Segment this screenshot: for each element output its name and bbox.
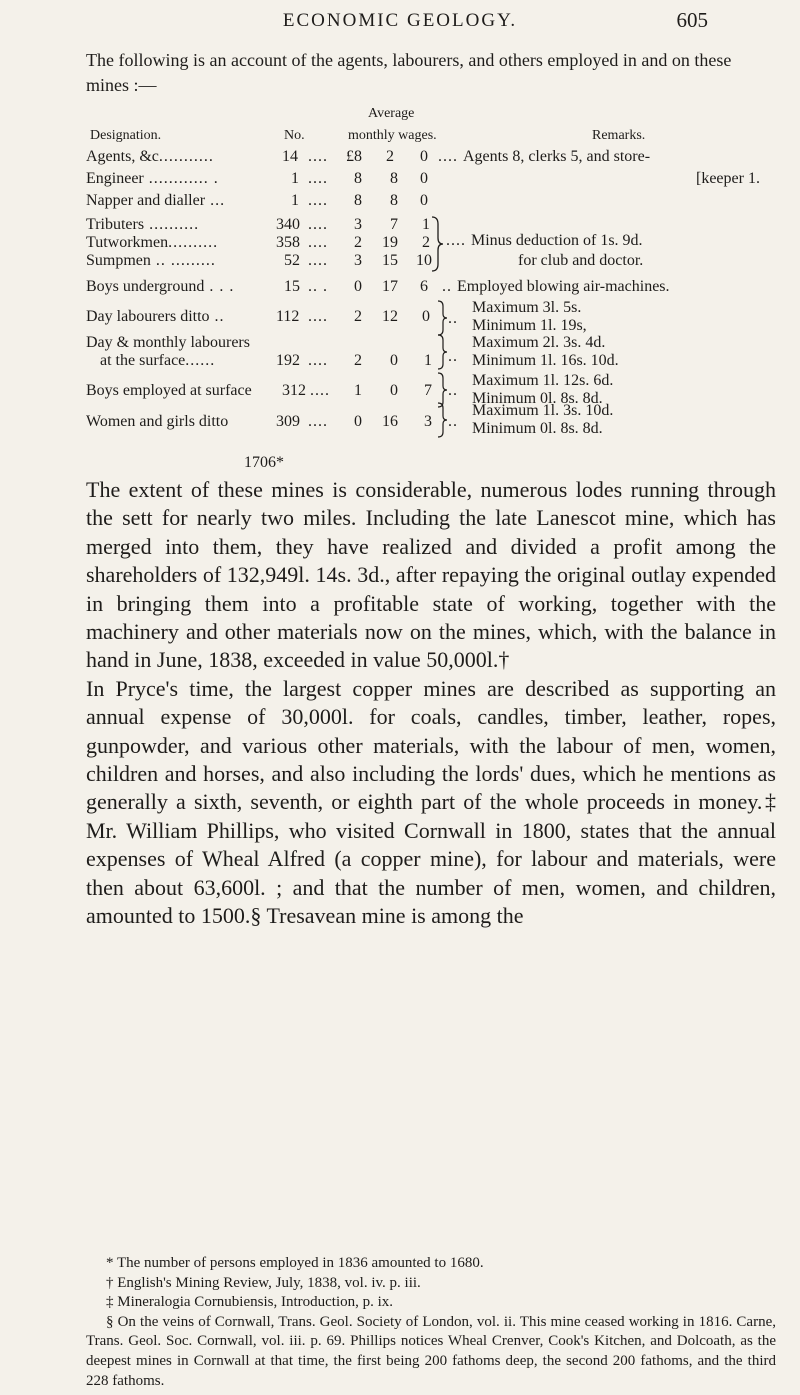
header-wages-line2: monthly wages. (348, 128, 437, 143)
row-designation: Tributers (86, 216, 145, 233)
row-shillings: 0 (390, 382, 398, 399)
brace-icon (436, 334, 448, 370)
row-number: 52 (284, 252, 300, 269)
row-number: 309 (276, 413, 300, 430)
table-row: Tutworkmen.......... (86, 234, 219, 251)
row-shillings: 15 (382, 252, 398, 269)
table-row: Agents, &c........... (86, 148, 214, 165)
row-pence: 1 (424, 352, 432, 369)
remark-agents-line1: Agents 8, clerks 5, and store- (463, 148, 651, 165)
row-designation: Boys underground (86, 278, 205, 295)
row-pence: 0 (420, 148, 428, 165)
header-remarks: Remarks. (592, 128, 646, 143)
remark-women-min: Minimum 0l. 8s. 8d. (472, 420, 603, 437)
row-designation: Boys employed at surface (86, 382, 252, 399)
footnote: ‡ Mineralogia Cornubiensis, Introduction, p. ix. (106, 1294, 394, 1311)
row-shillings: 7 (390, 216, 398, 233)
row-pence: 10 (416, 252, 432, 269)
row-pence: 1 (422, 216, 430, 233)
row-designation: Women and girls ditto (86, 413, 229, 430)
page-number: 605 (676, 8, 708, 32)
employment-table: Average Designation. No. monthly wages. Remarks. Agents, &c........... 14 .... £8 2 0 Engineer ............ . 1 .... 8 8 0 Napper and dialler ... 1 .... 8 8 0 Tributers .......... 340 .... 3 7 1 Tutworkmen.......... 358 .... 2 19 2 Sumpmen .. ......... 52 .... 3 15 10 Boys underground . . . 15 .. . 0 17 6 Day labourers ditto .. 112 .... 2 12 0 Day & monthly labourers at the surface...... 192 .... 2 0 1 Boys employed at surface 312 .... 1 0 7 Women and girls ditto 309 .... 0 16 3 .... Agents 8, clerks 5, and store- [keeper 1. .... Minus deduction of 1s. 9d. for club and doctor. .. Employed blowing air-machines. .. Maximum 3l. 5s. Minimum 1l. 19s, .. Maximum 2l. 3s. 4d. Minimum 1l. 16s. 10d. .. Maximum 1l. 12s. 6d. Minimum 0l. 8s. 8d. .. Maximum 1l. 3s. 10d. Minimum 0l. 8s. 8d. 1706* (86, 106, 760, 471)
table-row: Day labourers ditto .. (86, 308, 225, 325)
remark-deduction-line1: Minus deduction of 1s. 9d. (471, 232, 643, 249)
remark-surface-min: Minimum 1l. 16s. 10d. (472, 352, 619, 369)
row-pence: 0 (422, 308, 430, 325)
header-wages-line1: Average (368, 106, 415, 121)
footnote-text: § On the veins of Cornwall, Trans. Geol. Society of London, vol. ii. This mine ceased working in 1816. Carne, Trans. Geol. Soc. Cornwall, vol. iii. p. 69. Phillips notices Wheal Crenver, Cook's Kitchen, and Dolcoath, as the deepest mines in Cornwall at that time, the first being 200 fathoms deep, the second 200 fathoms, and the third 228 fathoms. (86, 1313, 776, 1389)
table-row (86, 413, 228, 431)
row-pounds: 3 (354, 216, 362, 233)
table-row: Sumpmen .. ......... (86, 252, 216, 269)
row-number: 1 (291, 192, 299, 209)
remark-deduction: .... Minus deduction of 1s. 9d. (446, 232, 643, 249)
row-shillings: 12 (382, 308, 398, 325)
remark-day-min: Minimum 1l. 19s, (472, 317, 587, 334)
row-number: 14 (282, 148, 298, 165)
body-paragraph: The extent of these mines is considerable, numerous lodes running through the sett for nearly two miles. Including the late Lanescot mine, which has merged into them, they have realized and divided a profit among the shareholders of 132,949l. 14s. 3d., after repaying the original outlay expended in bringing them into a profitable state of working, together with the machinery and other materials now on the mines, which, with the balance in hand in June, 1838, exceeded in value 50,000l.† (86, 477, 776, 673)
table-row: at the surface...... (100, 352, 216, 369)
table-row: Napper and dialler ... (86, 192, 226, 209)
row-designation: Napper and dialler (86, 192, 206, 209)
remark-agents: .... Agents 8, clerks 5, and store- (438, 148, 651, 165)
row-number: 112 (276, 308, 300, 325)
remark-boys-max: Maximum 1l. 12s. 6d. (472, 372, 614, 389)
row-pounds: 2 (354, 234, 362, 251)
table-row: Engineer ............ . (86, 170, 219, 187)
header-no: No. (284, 128, 305, 143)
footnotes (86, 1254, 776, 1391)
row-designation-line1: Day & monthly labourers (86, 334, 250, 351)
row-designation: Day labourers ditto (86, 308, 210, 325)
row-number: 312 (282, 382, 306, 399)
row-number: 340 (276, 216, 300, 233)
remark-boys-min: Minimum 0l. 8s. 8d. (472, 390, 603, 407)
body-text (86, 476, 776, 931)
table-row: Tributers .......... (86, 216, 200, 233)
remark-women-max: Maximum 1l. 3s. 10d. (472, 402, 614, 419)
brace-icon (436, 300, 448, 336)
row-pence: 0 (420, 170, 428, 187)
row-shillings: 16 (382, 413, 398, 430)
remark-boys-underground: .. Employed blowing air-machines. (442, 278, 670, 295)
row-pounds: 2 (354, 308, 362, 325)
remark-boys-underground-text: Employed blowing air-machines. (457, 278, 670, 295)
row-designation: Engineer (86, 170, 144, 187)
remark-agents-line2: [keeper 1. (696, 170, 760, 187)
row-pounds: 1 (354, 382, 362, 399)
row-shillings: 17 (382, 278, 398, 295)
row-pence: 0 (420, 192, 428, 209)
row-pence: 3 (424, 413, 432, 430)
row-pence: 2 (422, 234, 430, 251)
row-designation: Sumpmen (86, 252, 151, 269)
running-title: ECONOMIC GEOLOGY. (282, 10, 518, 31)
table-total: 1706* (244, 454, 284, 471)
header-designation: Designation. (90, 128, 162, 143)
remark-surface-max: Maximum 2l. 3s. 4d. (472, 334, 606, 351)
row-pounds: 0 (354, 413, 362, 430)
row-number: 15 (284, 278, 300, 295)
row-pounds: 0 (354, 278, 362, 295)
row-number: 358 (276, 234, 300, 251)
footnote (86, 1313, 776, 1391)
brace-icon (430, 216, 444, 272)
row-pounds: 2 (354, 352, 362, 369)
row-designation: Agents, &c (86, 148, 159, 165)
row-pounds: £8 (346, 148, 362, 165)
row-shillings: 19 (382, 234, 398, 251)
intro-paragraph: The following is an account of the agents, labourers, and others employed in and on these mines :— (86, 50, 732, 95)
row-pence: 6 (420, 278, 428, 295)
row-shillings: 8 (390, 192, 398, 209)
row-shillings: 8 (390, 170, 398, 187)
table-row (86, 382, 252, 400)
row-shillings: 2 (386, 148, 394, 165)
brace-icon (436, 402, 448, 438)
row-pounds: 3 (354, 252, 362, 269)
row-number: 192 (276, 352, 300, 369)
row-designation: at the surface (100, 352, 186, 369)
row-pence: 7 (424, 382, 432, 399)
row-number: 1 (291, 170, 299, 187)
footnote: * The number of persons employed in 1836 amounted to 1680. (106, 1255, 484, 1271)
row-designation: Tutworkmen (86, 234, 169, 251)
row-shillings: 0 (390, 352, 398, 369)
body-paragraph: In Pryce's time, the largest copper mines are described as supporting an annual expense of 30,000l. for coals, candles, timber, leather, ropes, gunpowder, and various other materials, with the labour of men, women, children and horses, and also including the lords' dues, which he mentions as generally a sixth, seventh, or eighth part of the whole proceeds in money.‡ Mr. William Phillips, who visited Cornwall in 1800, states that the annual expenses of Wheal Alfred (a copper mine), for labour and materials, were then about 63,600l. ; and that the number of men, women, and children, amounted to 1500.§ Tresavean mine is among the (86, 675, 776, 929)
table-row: Boys underground . . . (86, 278, 235, 295)
row-pounds: 8 (354, 192, 362, 209)
footnote: † English's Mining Review, July, 1838, vol. iv. p. iii. (106, 1274, 421, 1291)
remark-day-max: Maximum 3l. 5s. (472, 299, 582, 316)
remark-deduction-line2: for club and doctor. (518, 252, 644, 269)
row-pounds: 8 (354, 170, 362, 187)
